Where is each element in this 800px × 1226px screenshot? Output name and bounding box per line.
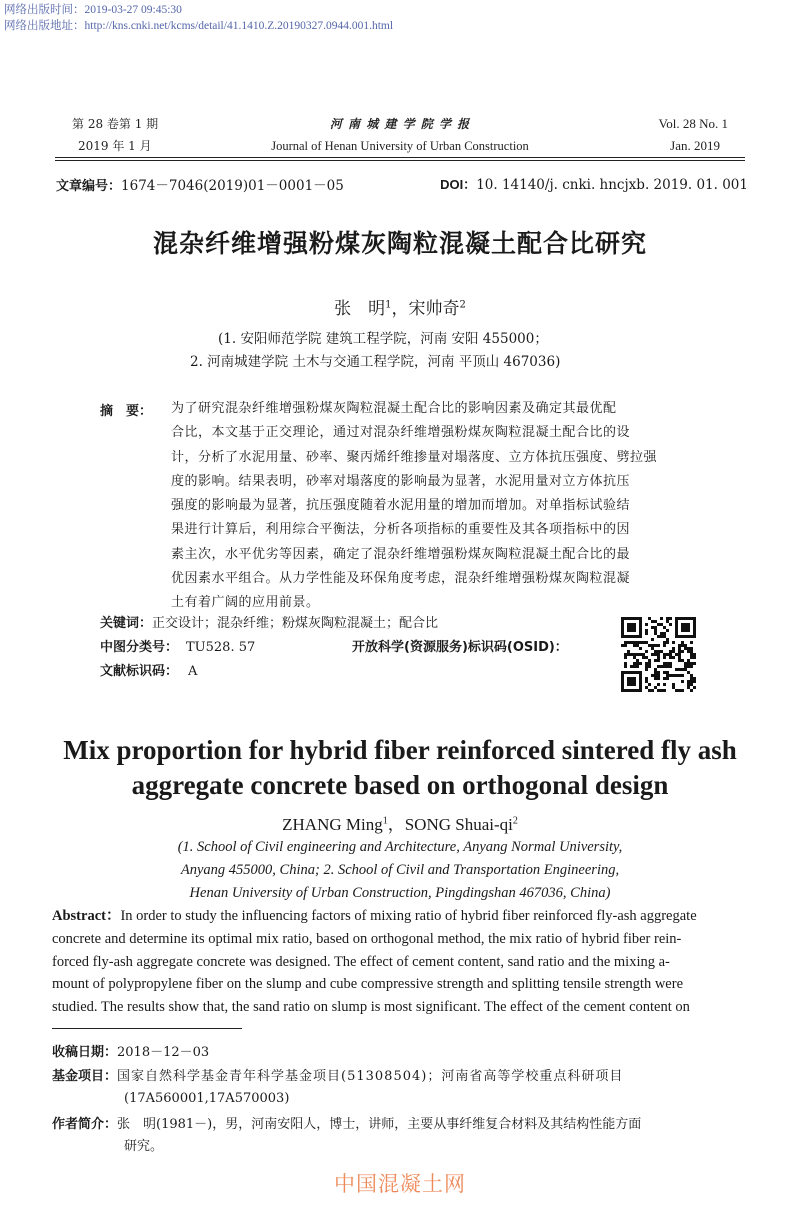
abstract-cn-line: 合比，本文基于正交理论，通过对混杂纤维增强粉煤灰陶粒混凝土配合比的设 xyxy=(171,425,631,441)
fund-line-2: (17A560001,17A570003) xyxy=(124,1091,290,1106)
document-code xyxy=(100,660,197,679)
author-1: 张 明 xyxy=(334,299,386,319)
author-en-1: ZHANG Ming xyxy=(282,815,383,834)
keywords xyxy=(100,612,438,631)
abstract-en-line: Abstract：In order to study the influencing factors of mixing ratio of hybrid fiber reinforced fly-ash aggregate xyxy=(52,908,697,924)
abstract-en-line: concrete and determine its optimal mix ratio, based on orthogonal method, the mix ratio of hybrid fiber rein- xyxy=(52,930,682,947)
affiliation-cn-1: (1. 安阳师范学院 建筑工程学院，河南 安阳 455000； xyxy=(218,331,548,347)
keywords-value: 正交设计；混杂纤维；粉煤灰陶粒混凝土；配合比 xyxy=(152,616,439,631)
date-en: Jan. 2019 xyxy=(670,138,720,153)
keywords-label: 关键词： xyxy=(100,616,153,631)
abstract-en-label: Abstract： xyxy=(52,908,121,924)
article-number xyxy=(56,174,344,194)
publish-time-stamp: 网络出版时间：2019-03-27 09:45:30 xyxy=(4,4,182,16)
abstract-en-line: forced fly-ash aggregate concrete was designed. The effect of cement content, sand ratio and the mixing a- xyxy=(52,953,670,970)
doc-code-label: 文献标识码： xyxy=(100,664,179,679)
doi-label: DOI： xyxy=(440,177,477,192)
doc-code-value: A xyxy=(188,664,198,679)
abstract-cn-line: 土有着广阔的应用前景。 xyxy=(171,595,320,611)
fund-info xyxy=(52,1066,752,1087)
header-rule-thin xyxy=(55,160,745,161)
journal-name-cn: 河 南 城 建 学 院 学 报 xyxy=(329,117,471,131)
author-en-2: SONG Shuai-qi xyxy=(404,815,513,834)
abstract-en xyxy=(52,905,748,1019)
abstract-en-line: studied. The results show that, the sand ratio on slump is most significant. The effect of the cement content on xyxy=(52,999,690,1016)
abstract-cn-label: 摘 要： xyxy=(100,404,153,419)
authors-en: ZHANG Ming$^1$，SONG Shuai-$qi^2$ xyxy=(282,815,518,834)
affiliations-en xyxy=(0,836,800,905)
affiliation-en-line: (1. School of Civil engineering and Architecture, Anyang Normal University, xyxy=(177,839,623,855)
abstract-cn-line: 度的影响。结果表明，砂率对塌落度的影响最为显著，水泥用量对立方体抗压 xyxy=(171,473,631,489)
received-label: 收稿日期： xyxy=(52,1045,118,1060)
abstract-cn-line: 为了研究混杂纤维增强粉煤灰陶粒混凝土配合比的影响因素及确定其最优配 xyxy=(171,401,617,416)
journal-name-en: Journal of Henan University of Urban Construction xyxy=(271,139,529,153)
qr-code-pattern xyxy=(621,617,696,692)
header-rule xyxy=(55,157,745,158)
fund-label: 基金项目： xyxy=(52,1069,118,1084)
article-number-value: 1674－7046(2019)01－0001－05 xyxy=(121,178,344,194)
volume-issue-en: Vol. 28 No. 1 xyxy=(658,116,728,131)
clc-value: TU528. 57 xyxy=(186,640,256,655)
clc-number xyxy=(100,636,255,655)
abstract-cn-body xyxy=(171,397,711,616)
received-date xyxy=(52,1042,209,1063)
affiliation-en-line: Henan University of Urban Construction, Pingdingshan 467036, China) xyxy=(189,885,611,901)
abstract-cn-line: 优因素水平组合。从力学性能及环保角度考虑，混杂纤维增强粉煤灰陶粒混凝 xyxy=(171,571,631,587)
fund-line-1: 国家自然科学基金青年科学基金项目(51308504)；河南省高等学校重点科研项目 xyxy=(117,1069,624,1084)
bio-line-2: 研究。 xyxy=(124,1139,164,1154)
bio-line-1: 张 明(1981－)，男，河南安阳人，博士，讲师，主要从事纤维复合材料及其结构性能方面 xyxy=(117,1117,642,1132)
osid-qr-code[interactable] xyxy=(621,617,696,692)
publish-url-stamp[interactable]: 网络出版地址：http://kns.cnki.net/kcms/detail/41.1410.Z.20190327.0944.001.html xyxy=(4,20,394,32)
watermark: 中国混凝土网 xyxy=(334,1172,466,1196)
authors-cn: 张 明$^1$，宋帅奇$^2$ xyxy=(334,299,466,319)
abstract-cn-line: 果进行计算后，利用综合平衡法，分析各项指标的重要性及其各项指标中的因 xyxy=(171,522,631,538)
received-value: 2018－12－03 xyxy=(117,1045,210,1060)
abstract-cn-line: 计，分析了水泥用量、砂率、聚丙烯纤维掺量对塌落度、立方体抗压强度、劈拉强 xyxy=(171,449,658,465)
author-2: 宋帅奇 xyxy=(408,299,460,319)
article-number-label: 文章编号： xyxy=(56,179,122,194)
title-en-line-2: aggregate concrete based on orthogonal design xyxy=(131,770,669,800)
title-en xyxy=(0,733,800,803)
affiliation-en-line: Anyang 455000, China; 2. School of Civil and Transportation Engineering, xyxy=(180,862,620,878)
affiliation-cn-2: 2. 河南城建学院 土木与交通工程学院，河南 平顶山 467036) xyxy=(190,354,561,370)
clc-label: 中图分类号： xyxy=(100,640,179,655)
abstract-cn-line: 素主次，水平优劣等因素，确定了混杂纤维增强粉煤灰陶粒混凝土配合比的最 xyxy=(171,546,631,562)
doi xyxy=(440,174,748,193)
date-cn: 2019 年 1 月 xyxy=(78,139,152,153)
footnote-divider xyxy=(52,1028,242,1029)
title-en-line-1: Mix proportion for hybrid fiber reinforced sintered fly ash xyxy=(63,735,737,765)
author-bio xyxy=(52,1114,752,1135)
abstract-en-line: mount of polypropylene fiber on the slump and cube compressive strength and splitting tensile strength were xyxy=(52,976,684,993)
volume-issue-cn: 第 28 卷第 1 期 xyxy=(72,117,159,131)
title-cn: 混杂纤维增强粉煤灰陶粒混凝土配合比研究 xyxy=(152,229,647,258)
bio-label: 作者简介： xyxy=(52,1117,118,1132)
osid-label: 开放科学(资源服务)标识码(OSID)： xyxy=(352,640,568,655)
abstract-cn-line: 强度的影响最为显著，抗压强度随着水泥用量的增加而增加。对单指标试验结 xyxy=(171,498,631,514)
doi-value: 10. 14140/j. cnki. hncjxb. 2019. 01. 001 xyxy=(476,177,748,193)
